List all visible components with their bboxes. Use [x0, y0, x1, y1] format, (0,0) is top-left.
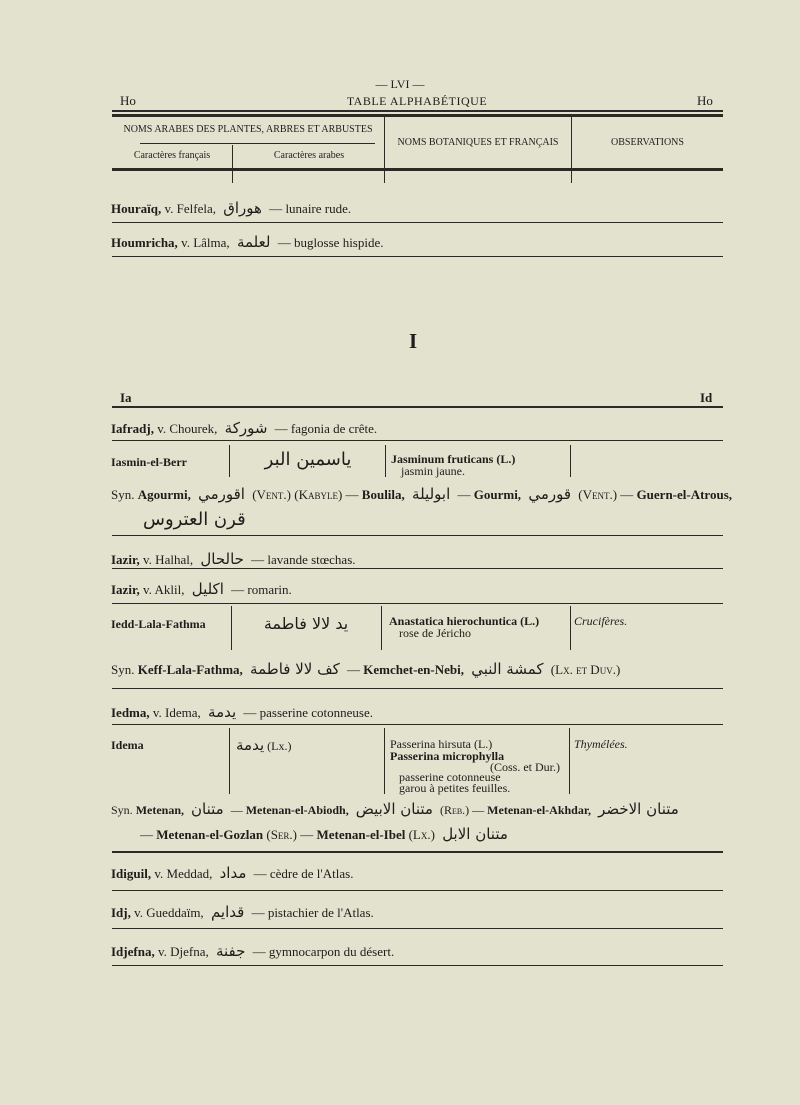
entry-name: Houmricha, — [111, 235, 178, 250]
entry-arabic: اكليل — [191, 580, 224, 598]
entry-iafradj — [111, 419, 377, 437]
entry-name: Iedma, — [111, 705, 150, 720]
entry-iedma — [111, 703, 373, 721]
entry-houraiq — [111, 199, 351, 217]
syn-name: Kemchet-en-Nebi, — [363, 662, 464, 677]
entry-ref: v. Halhal, — [143, 552, 194, 567]
entry-ref: v. Lâlma, — [181, 235, 230, 250]
synonyms-iedd — [111, 660, 620, 678]
syn-note: (Lx. et Duv.) — [550, 662, 621, 677]
col-group-header: NOMS ARABES DES PLANTES, ARBRES ET ARBUSTES — [123, 124, 373, 135]
synonyms-idema-1 — [111, 800, 683, 818]
entry-ref: v. Aklil, — [143, 582, 185, 597]
col-divider — [229, 445, 230, 477]
syn-note: — — [140, 827, 153, 842]
syn-arabic: متنان — [191, 800, 224, 818]
col-divider — [381, 606, 382, 650]
entry-idema-bot2-auth: (Coss. et Dur.) — [490, 760, 560, 774]
entry-ref: v. Felfela, — [164, 201, 216, 216]
entry-idema-obs: Thymélées. — [574, 737, 628, 751]
col-divider-3 — [571, 117, 572, 183]
entry-arabic: يدمة — [236, 736, 265, 754]
syn-arabic: كمشة النبي — [471, 660, 544, 678]
entry-rule — [112, 928, 723, 929]
entry-name: Idj, — [111, 905, 131, 920]
header-rule-thick — [112, 114, 723, 117]
col-french-header: Caractères français — [133, 150, 211, 161]
syn-name: Guern-el-Atrous, — [636, 487, 733, 502]
col-divider-1 — [232, 145, 233, 183]
entry-arabic: يدمة — [208, 703, 237, 721]
entry-iazir-2 — [111, 580, 292, 598]
entry-arabic-note: (Lx.) — [267, 739, 292, 753]
syn-arabic: كف لالا فاطمة — [250, 660, 340, 678]
entry-arabic: حالحال — [200, 550, 244, 568]
entry-rule — [112, 890, 723, 891]
entry-rule — [112, 851, 723, 853]
syn-name: Metenan, — [135, 803, 185, 817]
synonyms-iasmin — [111, 485, 732, 503]
col-divider — [569, 728, 570, 794]
syn-name: Metenan-el-Ibel — [316, 827, 406, 842]
syn-note: — — [457, 487, 471, 502]
col-observations-header: OBSERVATIONS — [611, 137, 684, 148]
syn-note: (Vent.) — — [578, 487, 634, 502]
entry-rule — [112, 535, 723, 536]
entry-idema-bot1: Passerina hirsuta (L.) — [390, 737, 493, 751]
entry-french: — romarin. — [231, 582, 292, 597]
entry-iasmin-arabic: ياسمين البر — [264, 449, 352, 470]
syn-arabic: متنان الابيض — [355, 800, 433, 818]
syn-name: Boulila, — [361, 487, 405, 502]
entry-iedd-arabic: يد لالا فاطمة — [263, 614, 349, 633]
entry-french: — lunaire rude. — [269, 201, 352, 216]
entry-rule — [112, 603, 723, 604]
entry-iasmin-french: jasmin jaune. — [401, 464, 465, 478]
col-divider — [570, 445, 571, 477]
entry-arabic: هوراق — [223, 199, 262, 217]
col-group-rule — [140, 143, 375, 144]
syn-label: Syn. — [111, 487, 135, 502]
syn-label: Syn. — [111, 803, 133, 817]
synonyms-idema-2 — [140, 825, 512, 843]
corner-left: Ho — [120, 93, 136, 108]
entry-ref: v. Meddad, — [154, 866, 213, 881]
entry-name: Idjefna, — [111, 944, 155, 959]
entry-arabic: قدايم — [210, 903, 245, 921]
syn-arabic: اقورمي — [198, 485, 245, 503]
syn-name: Metenan-el-Abiodh, — [245, 803, 349, 817]
entry-arabic: مداد — [219, 864, 247, 882]
syn-name: Gourmi, — [473, 487, 522, 502]
entry-name: Houraïq, — [111, 201, 162, 216]
syn-note: (Vent.) (Kabyle) — — [252, 487, 359, 502]
header-rule-bottom — [112, 168, 723, 171]
range-left: Ia — [120, 390, 132, 405]
header-rule-top — [112, 110, 723, 112]
entry-idjefna — [111, 942, 394, 960]
entry-idema-arabic-group — [236, 736, 291, 754]
col-botanical-header: NOMS BOTANIQUES ET FRANÇAIS — [397, 137, 559, 148]
entry-idj — [111, 903, 374, 921]
syn-note: (Lx.) — [408, 827, 435, 842]
section-letter: I — [409, 329, 418, 353]
entry-iedd-obs: Crucifères. — [574, 614, 628, 628]
entry-iedd-name: Iedd-Lala-Fathma — [111, 617, 206, 631]
entry-rule — [112, 724, 723, 725]
entry-rule — [112, 440, 723, 441]
entry-rule — [112, 256, 723, 257]
col-divider — [385, 445, 386, 477]
entry-rule — [112, 688, 723, 689]
entry-name: Iazir, — [111, 552, 140, 567]
entry-french: — pistachier de l'Atlas. — [251, 905, 374, 920]
entry-arabic: شوركة — [224, 419, 268, 437]
syn-arabic: متنان الابل — [442, 825, 508, 843]
page-number: — LVI — — [375, 77, 425, 91]
entry-iedd-botanical: Anastatica hierochuntica (L.) — [389, 614, 540, 628]
syn-name: Keff-Lala-Fathma, — [137, 662, 243, 677]
range-right: Id — [700, 390, 713, 405]
entry-french: — fagonia de crête. — [274, 421, 378, 436]
entry-rule — [112, 222, 723, 223]
entry-rule — [112, 965, 723, 966]
entry-french: — buglosse hispide. — [277, 235, 384, 250]
entry-name: Iazir, — [111, 582, 140, 597]
entry-ref: v. Gueddaïm, — [134, 905, 204, 920]
syn-note: (Ser.) — — [266, 827, 314, 842]
syn-arabic-iasmin-4: قرن العتروس — [143, 509, 246, 530]
entry-iasmin-botanical: Jasminum fruticans (L.) — [391, 452, 516, 466]
entry-french: — gymnocarpon du désert. — [252, 944, 395, 959]
entry-idema-fr2: garou à petites feuilles. — [399, 781, 511, 795]
entry-ref: v. Djefna, — [157, 944, 209, 959]
syn-name: Agourmi, — [137, 487, 191, 502]
syn-arabic: ابوليلة — [412, 485, 451, 503]
entry-iasmin-name: Iasmin-el-Berr — [111, 455, 187, 469]
entry-iedd-french: rose de Jéricho — [399, 626, 471, 640]
col-divider — [570, 606, 571, 650]
syn-note: — — [230, 803, 243, 817]
syn-arabic: متنان الاخضر — [598, 800, 679, 818]
entry-ref: v. Idema, — [152, 705, 201, 720]
entry-arabic: لعلمة — [236, 233, 271, 251]
entry-rule — [112, 568, 723, 569]
entry-name: Idiguil, — [111, 866, 152, 881]
entry-idiguil — [111, 864, 353, 882]
entry-idema-name: Idema — [111, 738, 144, 752]
col-divider — [384, 728, 385, 794]
syn-arabic: قورمي — [528, 485, 572, 503]
syn-note: — — [347, 662, 361, 677]
entry-idema-fr1: passerine cotonneuse — [399, 770, 501, 784]
entry-french: — lavande stœchas. — [251, 552, 356, 567]
col-arabic-header: Caractères arabes — [273, 150, 345, 161]
entry-idema-bot2: Passerina microphylla — [390, 749, 505, 763]
entry-french: — passerine cotonneuse. — [243, 705, 374, 720]
entry-french: — cèdre de l'Atlas. — [253, 866, 354, 881]
page-title: TABLE ALPHABÉTIQUE — [346, 94, 488, 108]
entry-name: Iafradj, — [111, 421, 154, 436]
syn-name: Metenan-el-Akhdar, — [487, 803, 592, 817]
col-divider — [229, 728, 230, 794]
syn-label: Syn. — [111, 662, 135, 677]
entry-houmricha — [111, 233, 384, 251]
entry-iazir-1 — [111, 550, 356, 568]
entry-arabic: جفنة — [215, 942, 246, 960]
section-rule — [112, 406, 723, 408]
syn-note: (Reb.) — — [439, 803, 485, 817]
syn-name: Metenan-el-Gozlan — [156, 827, 264, 842]
col-divider-2 — [384, 117, 385, 183]
col-divider — [231, 606, 232, 650]
corner-right: Ho — [697, 93, 713, 108]
entry-ref: v. Chourek, — [157, 421, 218, 436]
